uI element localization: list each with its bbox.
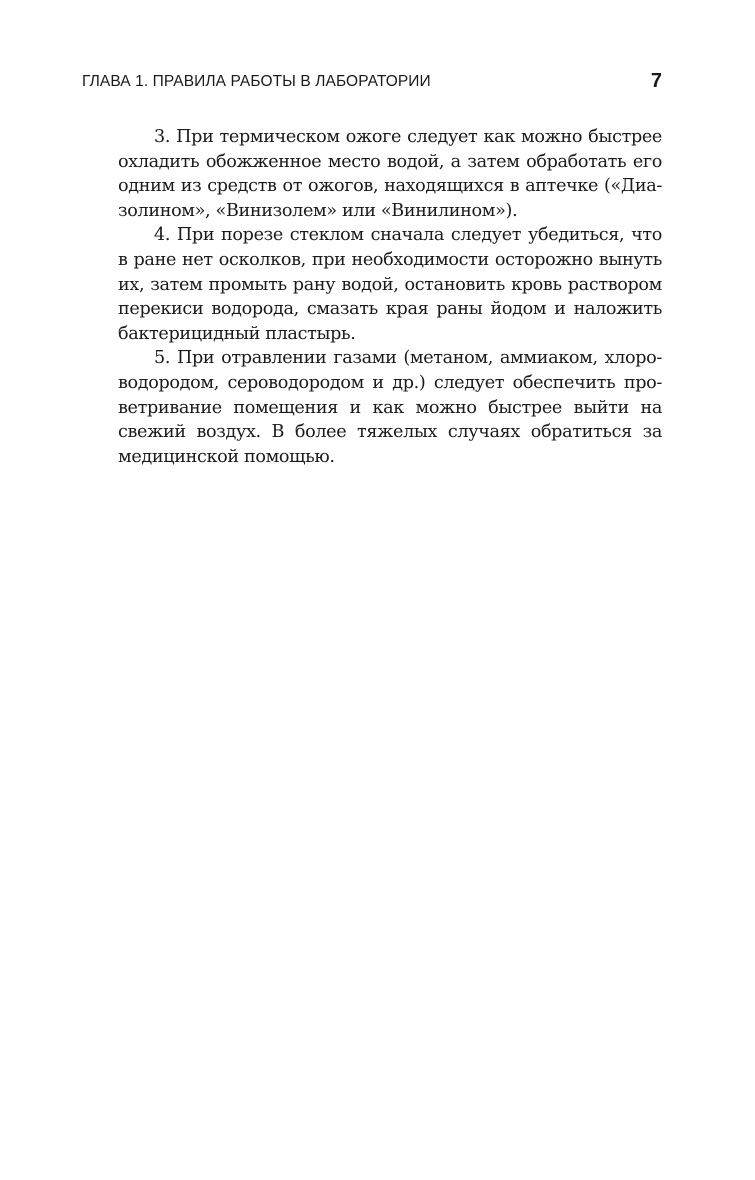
- text-line: перекиси водорода, смазать края раны йодом и наложить: [118, 299, 662, 320]
- text-line: их, затем промыть рану водой, остановить кровь раствором: [118, 274, 662, 295]
- text-line: 3. При термическом ожоге следует как можно быстрее: [154, 127, 662, 147]
- paragraph-gas-poisoning: [82, 346, 662, 469]
- text-line: 4. При порезе стеклом сначала следует убедиться, что: [154, 225, 662, 246]
- text-line: свежий воздух. В более тяжелых случаях обратиться за: [118, 422, 662, 443]
- text-line: медицинской помощью.: [118, 446, 335, 467]
- text-line: золином», «Винизолем» или «Винилином»).: [118, 200, 518, 221]
- text-line: охладить обожженное место водой, а затем обработать его: [118, 151, 662, 172]
- paragraph-glass-cut: [82, 223, 662, 346]
- body-text: [82, 125, 662, 469]
- paragraph-thermal-burn: [82, 125, 662, 223]
- text-line: в ране нет осколков, при необходимости осторожно вынуть: [118, 249, 662, 270]
- text-line: одним из средств от ожогов, находящихся в аптечке («Диа-: [118, 176, 662, 197]
- running-head: ГЛАВА 1. ПРАВИЛА РАБОТЫ В ЛАБОРАТОРИИ: [82, 73, 431, 90]
- text-line: 5. При отравлении газами (метаном, аммиаком, хлоро-: [154, 348, 662, 369]
- text-line: бактерицидный пластырь.: [118, 323, 356, 344]
- page-number: 7: [650, 70, 662, 92]
- text-line: водородом, сероводородом и др.) следует обеспечить про-: [118, 372, 662, 393]
- text-line: ветривание помещения и как можно быстрее выйти на: [118, 397, 662, 418]
